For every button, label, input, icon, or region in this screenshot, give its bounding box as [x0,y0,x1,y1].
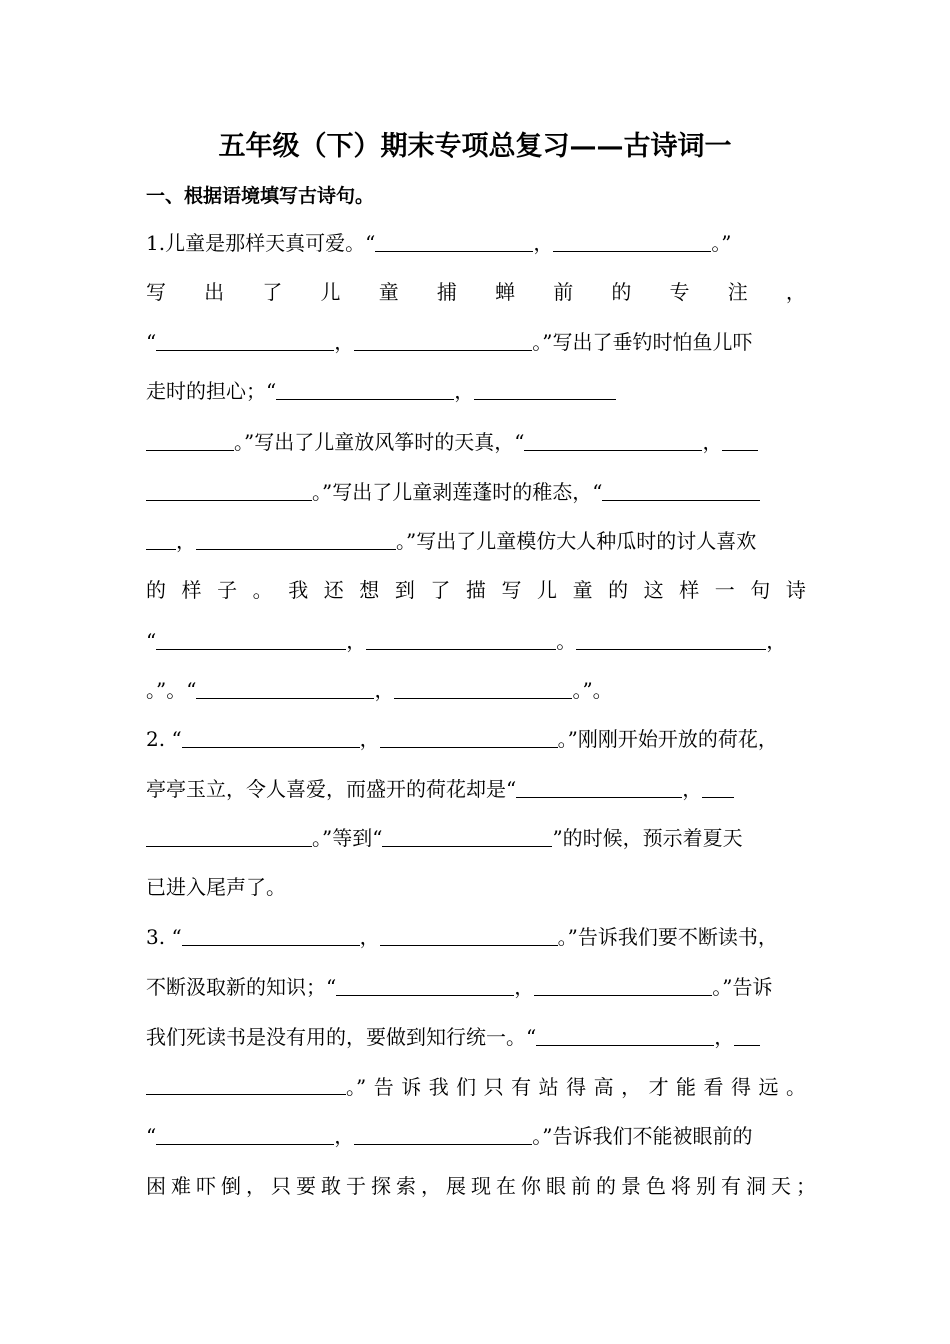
answer-blank[interactable] [156,627,346,650]
comma: ， [714,1025,735,1049]
q2-text: 。”等到“ [312,826,383,850]
q3-line-1 [146,922,806,952]
q2-text: 已进入尾声了。 [146,875,286,899]
page-title: 五年级（下）期末专项总复习——古诗词一 [218,131,732,162]
q3-line-5 [146,1121,806,1151]
answer-blank[interactable] [380,923,558,946]
char: 得 [566,1075,587,1099]
char: 。” [346,1075,367,1099]
q1-text: 1.儿童是那样天真可爱。“ [146,231,376,255]
q1-text: 。”写出了儿童放风筝时的天真，“ [234,430,525,454]
comma: ， [533,231,554,255]
quote-mark: “ [146,330,157,354]
char: 儿 [320,280,341,304]
answer-blank[interactable] [602,478,760,501]
q2-line-3 [146,823,806,853]
comma: ， [346,629,367,653]
section-heading: 一、根据语境填写古诗句。 [146,185,375,207]
answer-blank[interactable] [375,229,533,252]
q1-text: 。”。 [572,678,613,702]
q1-line-7 [146,526,806,556]
char: 。 [252,578,273,602]
char: 样 [679,578,700,602]
comma: ， [359,925,380,949]
comma: ， [374,678,395,702]
char: 描 [465,578,486,602]
char: 还 [323,578,344,602]
answer-blank[interactable] [146,1072,346,1095]
answer-blank[interactable] [336,973,514,996]
answer-blank[interactable] [366,627,556,650]
answer-blank[interactable] [394,676,572,699]
char: 前 [553,280,574,304]
answer-blank[interactable] [156,1122,334,1145]
q2-text: ”的时候，预示着夏天 [552,826,743,850]
char: 样 [181,578,202,602]
q1-line-3 [146,327,806,357]
char: 的 [146,578,166,602]
answer-blank[interactable] [146,428,234,451]
char: 远 [758,1075,779,1099]
q3-text: 3. “ [146,925,182,949]
q1-text: 。”。“ [146,678,197,702]
char: 我 [288,578,309,602]
q3-line-4-text [346,1072,806,1102]
q1-line-8 [146,575,806,605]
answer-blank[interactable] [146,527,176,550]
answer-blank[interactable] [524,428,702,451]
answer-blank[interactable] [146,478,312,501]
quote-mark: “ [146,629,157,653]
char: 高 [593,1075,614,1099]
q3-text: 我们死读书是没有用的，要做到知行统一。“ [146,1025,537,1049]
char: 这 [643,578,664,602]
char: 的 [608,578,629,602]
char: 才 [648,1075,669,1099]
q1-line-9 [146,626,806,656]
answer-blank[interactable] [354,328,532,351]
comma: ， [176,529,196,553]
answer-blank[interactable] [536,1023,714,1046]
q1-line-4 [146,376,806,406]
char: 们 [456,1075,477,1099]
comma: ， [682,777,703,801]
char: 想 [359,578,380,602]
comma: ， [702,430,723,454]
comma: ， [454,379,475,403]
q3-line-4 [146,1072,806,1102]
char: 站 [538,1075,559,1099]
char: 捕 [436,280,457,304]
char: 到 [394,578,415,602]
char: 写 [501,578,522,602]
q1-line-5 [146,427,806,457]
comma: ， [334,330,355,354]
char: 告 [373,1075,394,1099]
period: 。 [556,629,577,653]
q1-line-1 [146,228,806,258]
answer-blank[interactable] [722,428,758,451]
char: 。 [785,1075,806,1099]
char: 专 [669,280,690,304]
comma: ， [334,1124,355,1148]
char: 能 [676,1075,697,1099]
q3-line-6 [146,1171,821,1201]
q1-line-2 [146,277,806,307]
q1-line-10 [146,675,806,705]
char: 只 [483,1075,504,1099]
char: 我 [428,1075,449,1099]
answer-blank[interactable] [576,627,766,650]
q3-text: 。”告诉我们不能被眼前的 [532,1124,753,1148]
answer-blank[interactable] [734,1023,760,1046]
char: 句 [750,578,771,602]
q3-line-3 [146,1022,806,1052]
char: 了 [430,578,451,602]
char: 童 [572,578,593,602]
comma: ， [359,727,380,751]
answer-blank[interactable] [196,527,396,550]
answer-blank[interactable] [156,328,334,351]
answer-blank[interactable] [534,973,712,996]
char: 看 [703,1075,724,1099]
comma: ， [766,629,787,653]
answer-blank[interactable] [182,725,360,748]
q3-text: 。”告诉我们要不断读书， [557,925,778,949]
q1-text: 。” [711,231,732,255]
answer-blank[interactable] [382,824,552,847]
q2-text: 亭亭玉立，令人喜爱，而盛开的荷花却是“ [146,777,517,801]
answer-blank[interactable] [516,775,682,798]
answer-blank[interactable] [354,1122,532,1145]
q1-text: 。”写出了儿童剥莲蓬时的稚态，“ [312,480,603,504]
answer-blank[interactable] [196,676,374,699]
char: 得 [731,1075,752,1099]
answer-blank[interactable] [182,923,360,946]
char: ， [785,280,806,304]
char: 出 [204,280,225,304]
q1-text: 走时的担心；“ [146,379,277,403]
q2-line-1 [146,724,806,754]
comma: ， [514,975,535,999]
q1-text: 。”写出了垂钓时怕鱼儿吓 [532,330,753,354]
answer-blank[interactable] [702,775,734,798]
char: 注 [727,280,748,304]
char: 诉 [401,1075,422,1099]
char: 写 [146,280,166,304]
q3-text: 困难吓倒，只要敢于探索，展现在你眼前的景色将别有洞天； [146,1174,821,1198]
q3-text: 。”告诉 [712,975,773,999]
answer-blank[interactable] [553,229,711,252]
char: ， [621,1075,642,1099]
q3-line-2 [146,972,806,1002]
q2-text: 2. “ [146,727,182,751]
char: 诗 [785,578,806,602]
char: 了 [262,280,283,304]
quote-mark: “ [146,1124,157,1148]
q1-line-6 [146,477,806,507]
answer-blank[interactable] [146,824,312,847]
q2-line-4 [146,872,806,902]
char: 子 [217,578,238,602]
char: 儿 [537,578,558,602]
q1-text: 。”写出了儿童模仿大人种瓜时的讨人喜欢 [396,529,757,553]
answer-blank[interactable] [380,725,558,748]
char: 蝉 [495,280,516,304]
char: 的 [611,280,632,304]
q2-line-2 [146,774,806,804]
q2-text: 。”刚刚开始开放的荷花， [557,727,778,751]
q3-text: 不断汲取新的知识；“ [146,975,337,999]
answer-blank[interactable] [474,377,616,400]
char: 一 [714,578,735,602]
answer-blank[interactable] [276,377,454,400]
char: 有 [511,1075,532,1099]
char: 童 [378,280,399,304]
